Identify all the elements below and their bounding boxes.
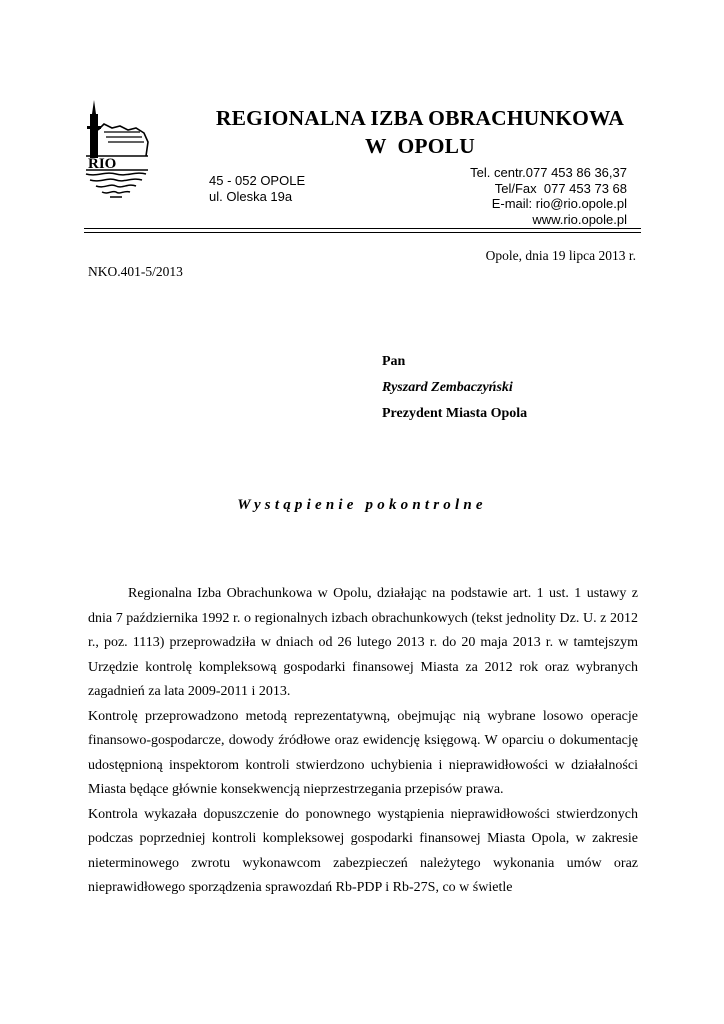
recipient-salutation: Pan xyxy=(382,354,406,369)
body-paragraph: Kontrolę przeprowadzono metodą reprezentatywną, obejmując nią wybrane losowo operacje finansowo-gospodarcze, dowody źródłowe oraz ewidencję księgową. W oparciu o dokumentację udostępnioną inspektorom kontroli stwierdzono uchybienia i nieprawidłowości w działalności Miasta będące głównie konsekwencją nieprzestrzegania przepisów prawa. xyxy=(88,708,638,797)
body-paragraph: Regionalna Izba Obrachunkowa w Opolu, działając na podstawie art. 1 ust. 1 ustawy z dnia 7 października 1992 r. o regionalnych izbach obrachunkowych (tekst jednolity Dz. U. z 2012 r., poz. 1113) przeprowadziła w dniach od 26 lutego 2013 r. do 20 maja 2013 r. w tamtejszym Urzędzie kontrolę kompleksową gospodarki finansowej Miasta za 2012 rok oraz wybranych zagadnień za lata 2009-2011 i 2013. xyxy=(88,586,638,699)
letterhead-divider xyxy=(84,228,641,229)
address-block xyxy=(209,173,305,205)
letter-subject: Wystąpienie pokontrolne xyxy=(237,497,487,513)
recipient-title: Prezydent Miasta Opola xyxy=(382,406,528,421)
contact-phone: Tel. centr.077 453 86 36,37 xyxy=(470,165,627,180)
contact-email: E-mail: rio@rio.opole.pl xyxy=(491,196,627,211)
institution-name-line2: W OPOLU xyxy=(365,134,475,158)
contact-block xyxy=(470,165,627,227)
logo-text: RIO xyxy=(88,156,117,172)
institution-name xyxy=(150,104,690,160)
letter-date: Opole, dnia 19 lipca 2013 r. xyxy=(485,248,636,263)
reference-number: NKO.401-5/2013 xyxy=(88,264,183,279)
institution-name-line1: REGIONALNA IZBA OBRACHUNKOWA xyxy=(215,106,625,130)
body-paragraph: Kontrola wykazała dopuszczenie do ponownego wystąpienia nieprawidłowości stwierdzonych podczas poprzedniej kontroli kompleksowej gospodarki finansowej Miasta Opola, w zakresie nieterminowego zwrotu wykonawcom zabezpieczeń należytego wykonania umów oraz nieprawidłowego sporządzenia sprawozdań Rb-PDP i Rb-27S, co w świetle xyxy=(88,806,638,895)
recipient-block xyxy=(382,349,527,427)
rio-logo xyxy=(82,100,152,200)
letter-body xyxy=(88,582,638,901)
address-line: 45 - 052 OPOLE xyxy=(209,173,306,188)
rio-logo-emblem-icon xyxy=(82,100,152,200)
letterhead-divider xyxy=(84,232,641,233)
recipient-name: Ryszard Zembaczyński xyxy=(382,380,513,395)
contact-website: www.rio.opole.pl xyxy=(532,211,627,227)
address-line: ul. Oleska 19a xyxy=(209,189,293,204)
contact-fax: Tel/Fax 077 453 73 68 xyxy=(494,180,627,196)
